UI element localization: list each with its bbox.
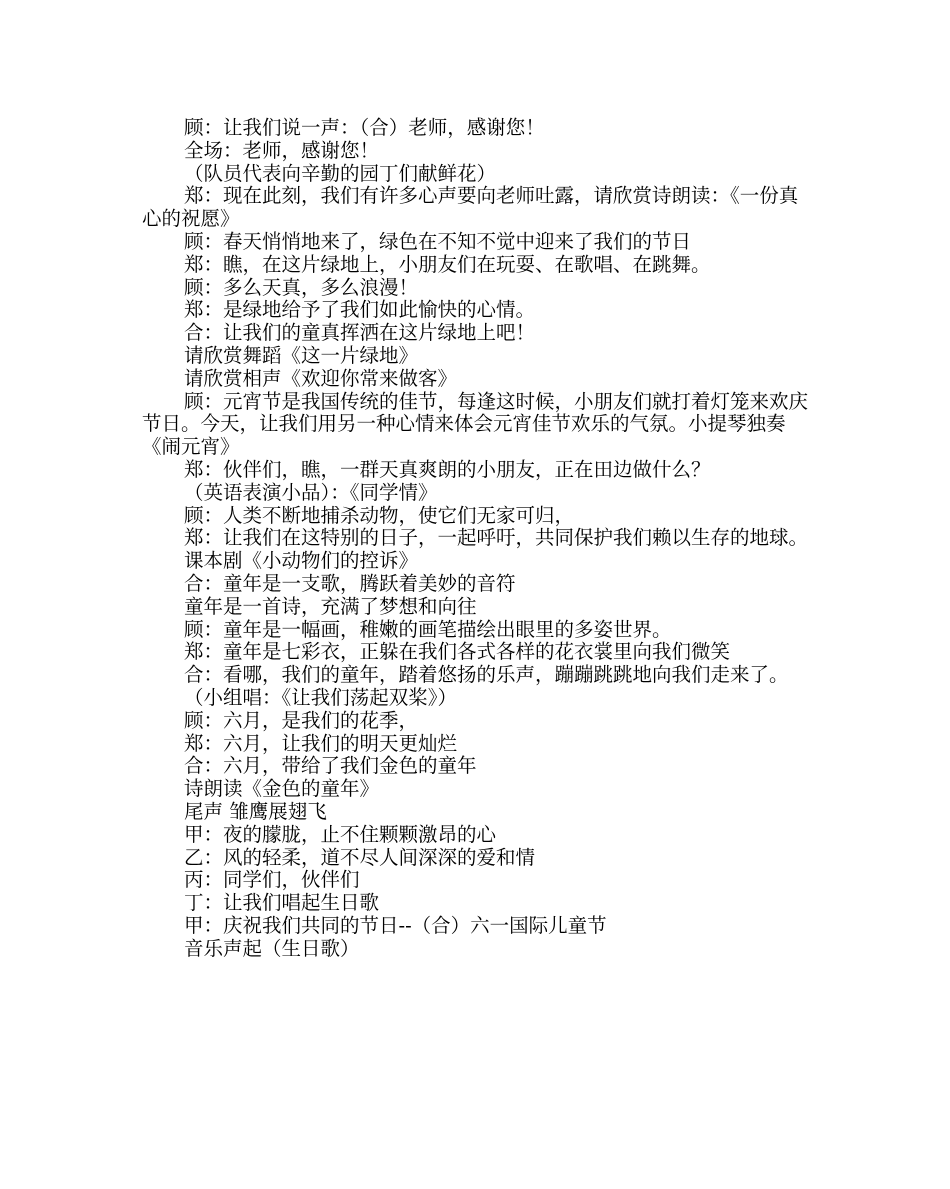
paragraph: 甲：夜的朦胧，止不住颗颗激昂的心 <box>184 822 497 846</box>
paragraph: 请欣赏舞蹈《这一片绿地》 <box>184 343 419 367</box>
paragraph: 合：让我们的童真挥洒在这片绿地上吧！ <box>184 321 536 345</box>
paragraph: 童年是一首诗，充满了梦想和向往 <box>184 594 477 618</box>
paragraph: 顾：春天悄悄地来了，绿色在不知不觉中迎来了我们的节日 <box>184 229 692 253</box>
paragraph: 顾：多么天真，多么浪漫！ <box>184 275 419 299</box>
paragraph: 顾：童年是一幅画，稚嫩的画笔描绘出眼里的多姿世界。 <box>184 617 672 641</box>
paragraph: 郑：伙伴们，瞧，一群天真爽朗的小朋友，正在田边做什么？ <box>184 457 711 481</box>
paragraph: 全场：老师，感谢您！ <box>184 138 380 162</box>
paragraph: 郑：六月，让我们的明天更灿烂 <box>184 731 458 755</box>
paragraph: 郑：童年是七彩衣，正躲在我们各式各样的花衣裳里向我们微笑 <box>184 640 731 664</box>
paragraph: 顾：元宵节是我国传统的佳节，每逢这时候，小朋友们就打着灯笼来欢庆节日。今天，让我们用另一种心情来体会元宵佳节欢乐的气氛。小提琴独奏《闹元宵》 <box>142 389 809 459</box>
paragraph: （小组唱：《让我们荡起双桨》） <box>184 685 458 709</box>
paragraph: 合：六月，带给了我们金色的童年 <box>184 754 477 778</box>
paragraph: 乙：风的轻柔，道不尽人间深深的爱和情 <box>184 845 536 869</box>
paragraph: 郑：瞧，在这片绿地上，小朋友们在玩耍、在歌唱、在跳舞。 <box>184 252 711 276</box>
paragraph: 郑：是绿地给予了我们如此愉快的心情。 <box>184 298 536 322</box>
paragraph: 请欣赏相声《欢迎你常来做客》 <box>184 366 458 390</box>
paragraph: 丙：同学们，伙伴们 <box>184 868 360 892</box>
paragraph: 课本剧《小动物们的控诉》 <box>184 549 419 573</box>
paragraph: 顾：人类不断地捕杀动物，使它们无家可归， <box>184 503 575 527</box>
paragraph: 诗朗读《金色的童年》 <box>184 777 380 801</box>
paragraph: 尾声 雏鹰展翅飞 <box>184 799 327 823</box>
paragraph: 郑：让我们在这特别的日子，一起呼吁，共同保护我们赖以生存的地球。 <box>184 526 809 550</box>
paragraph: （队员代表向辛勤的园丁们献鲜花） <box>184 161 497 185</box>
document-body <box>142 117 810 960</box>
paragraph: 顾：六月，是我们的花季， <box>184 708 419 732</box>
paragraph: 合：看哪，我们的童年，踏着悠扬的乐声，蹦蹦跳跳地向我们走来了。 <box>184 663 789 687</box>
paragraph: （英语表演小品）：《同学情》 <box>184 480 438 504</box>
paragraph: 音乐声起（生日歌） <box>184 936 360 960</box>
paragraph: 合：童年是一支歌，腾跃着美妙的音符 <box>184 571 516 595</box>
paragraph: 甲：庆祝我们共同的节日--（合）六一国际儿童节 <box>184 913 607 937</box>
paragraph: 丁：让我们唱起生日歌 <box>184 891 380 915</box>
paragraph: 郑：现在此刻，我们有许多心声要向老师吐露，请欣赏诗朗读：《一份真心的祝愿》 <box>142 184 799 231</box>
paragraph: 顾：让我们说一声：（合）老师，感谢您！ <box>184 116 545 139</box>
